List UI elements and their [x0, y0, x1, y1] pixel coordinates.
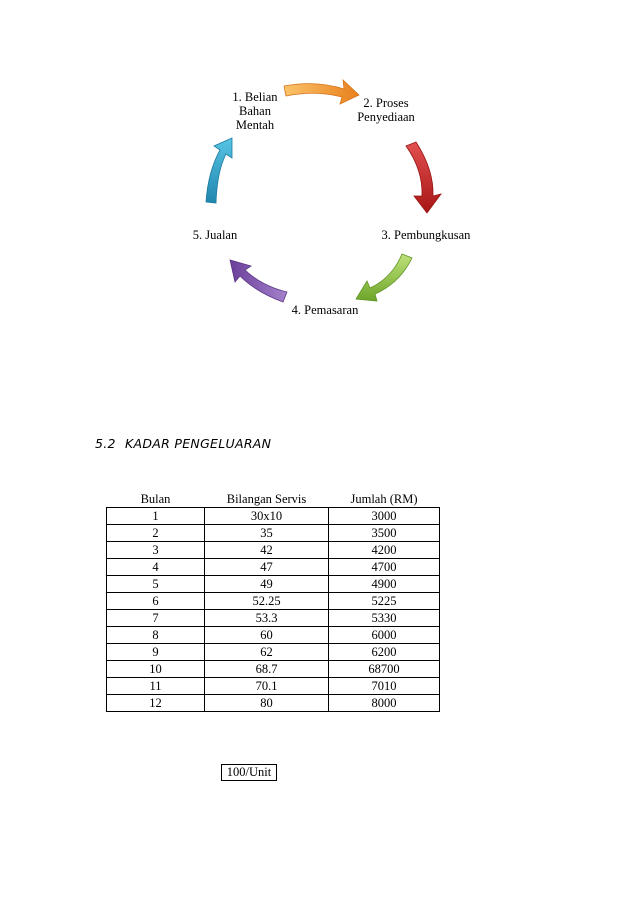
- cell-jumlah: 3500: [329, 525, 440, 542]
- arrow-step2-to-step3: [406, 142, 441, 213]
- cell-bulan: 1: [107, 508, 205, 525]
- cell-jumlah: 3000: [329, 508, 440, 525]
- cell-jumlah: 6000: [329, 627, 440, 644]
- table-row: [107, 695, 440, 712]
- cell-bulan: 4: [107, 559, 205, 576]
- arrow-step5-to-step1: [206, 138, 232, 203]
- header-bilangan-servis: Bilangan Servis: [226, 492, 307, 506]
- table-row: [107, 508, 440, 525]
- cell-bulan: 11: [107, 678, 205, 695]
- cell-jumlah: 4900: [329, 576, 440, 593]
- cell-jumlah: 5225: [329, 593, 440, 610]
- arrow-step4-to-step5: [230, 260, 287, 302]
- cell-bulan: 3: [107, 542, 205, 559]
- production-rate-table: [106, 491, 440, 712]
- section-heading: [95, 436, 271, 451]
- cell-jumlah: 68700: [329, 661, 440, 678]
- cell-bulan: 9: [107, 644, 205, 661]
- cycle-step-3-label: 3. Pembungkusan: [381, 228, 471, 242]
- cell-bilangan-servis: 70.1: [205, 678, 329, 695]
- table-row: [107, 644, 440, 661]
- unit-note-box: 100/Unit: [221, 764, 277, 781]
- cell-jumlah: 6200: [329, 644, 440, 661]
- cell-bilangan-servis: 49: [205, 576, 329, 593]
- section-number: 5.2: [95, 436, 116, 451]
- section-title: KADAR PENGELUARAN: [125, 436, 272, 451]
- cycle-step-5-label: 5. Jualan: [192, 228, 238, 242]
- cell-bulan: 6: [107, 593, 205, 610]
- table-row: [107, 559, 440, 576]
- cell-bilangan-servis: 42: [205, 542, 329, 559]
- cycle-step-4-label: 4. Pemasaran: [291, 303, 359, 317]
- cycle-step-2-label: 2. Proses Penyediaan: [357, 96, 415, 124]
- cell-bilangan-servis: 68.7: [205, 661, 329, 678]
- cell-bilangan-servis: 62: [205, 644, 329, 661]
- cell-bilangan-servis: 52.25: [205, 593, 329, 610]
- cell-bulan: 8: [107, 627, 205, 644]
- process-cycle-diagram: [0, 0, 638, 400]
- header-jumlah: Jumlah (RM): [350, 492, 418, 506]
- cell-bulan: 5: [107, 576, 205, 593]
- cell-bilangan-servis: 47: [205, 559, 329, 576]
- cell-bilangan-servis: 53.3: [205, 610, 329, 627]
- table-row: [107, 542, 440, 559]
- table-row: [107, 678, 440, 695]
- cell-bilangan-servis: 35: [205, 525, 329, 542]
- cell-bulan: 12: [107, 695, 205, 712]
- cell-jumlah: 4700: [329, 559, 440, 576]
- table-row: [107, 661, 440, 678]
- table-row: [107, 627, 440, 644]
- table-header-row: [107, 491, 440, 508]
- cell-bulan: 10: [107, 661, 205, 678]
- table-row: [107, 610, 440, 627]
- table-row: [107, 525, 440, 542]
- cell-jumlah: 4200: [329, 542, 440, 559]
- cell-jumlah: 5330: [329, 610, 440, 627]
- cell-bulan: 7: [107, 610, 205, 627]
- cycle-arrows: [0, 0, 638, 400]
- table-row: [107, 576, 440, 593]
- cell-jumlah: 7010: [329, 678, 440, 695]
- cell-bilangan-servis: 30x10: [205, 508, 329, 525]
- table-row: [107, 593, 440, 610]
- cell-bulan: 2: [107, 525, 205, 542]
- cell-jumlah: 8000: [329, 695, 440, 712]
- cell-bilangan-servis: 80: [205, 695, 329, 712]
- header-bulan: Bulan: [140, 492, 171, 506]
- cell-bilangan-servis: 60: [205, 627, 329, 644]
- arrow-step3-to-step4: [356, 254, 412, 301]
- cycle-step-1-label: 1. Belian Bahan Mentah: [232, 90, 278, 132]
